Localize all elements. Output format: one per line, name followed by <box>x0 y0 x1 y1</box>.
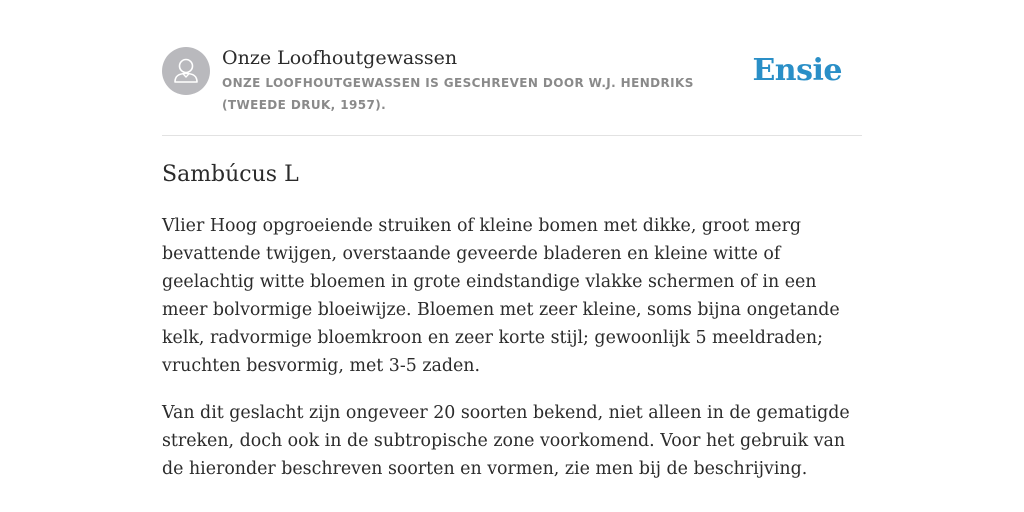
ensie-logo[interactable]: Ensie <box>752 53 842 88</box>
entry-title: Sambúcus L <box>162 162 299 187</box>
entry-body <box>162 212 866 502</box>
entry-paragraph: Van dit geslacht zijn ongeveer 20 soorten bekend, niet alleen in de gematigde streken, doch ook in de subtropische zone voorkomend. Voor het gebruik van de hieronder beschreven soorten en vormen, zie men bij de beschrijving. <box>162 403 850 479</box>
source-header <box>162 46 862 136</box>
entry-paragraph: Vlier Hoog opgroeiende struiken of kleine bomen met dikke, groot merg bevattende twijgen, overstaande geveerde bladeren en kleine witte of geelachtig witte bloemen in grote eindstandige vlakke schermen of in een meer bolvormige bloeiwijze. Bloemen met zeer kleine, soms bijna ongetande kelk, radvormige bloemkroon en zeer korte stijl; gewoonlijk 5 meeldraden; vruchten besvormig, met 3-5 zaden. <box>162 216 840 376</box>
source-description: ONZE LOOFHOUTGEWASSEN IS GESCHREVEN DOOR W.J. HENDRIKS (TWEEDE DRUK, 1957). <box>222 76 694 112</box>
user-icon <box>162 47 210 95</box>
divider <box>162 135 862 136</box>
source-title[interactable]: Onze Loofhoutgewassen <box>222 47 458 69</box>
